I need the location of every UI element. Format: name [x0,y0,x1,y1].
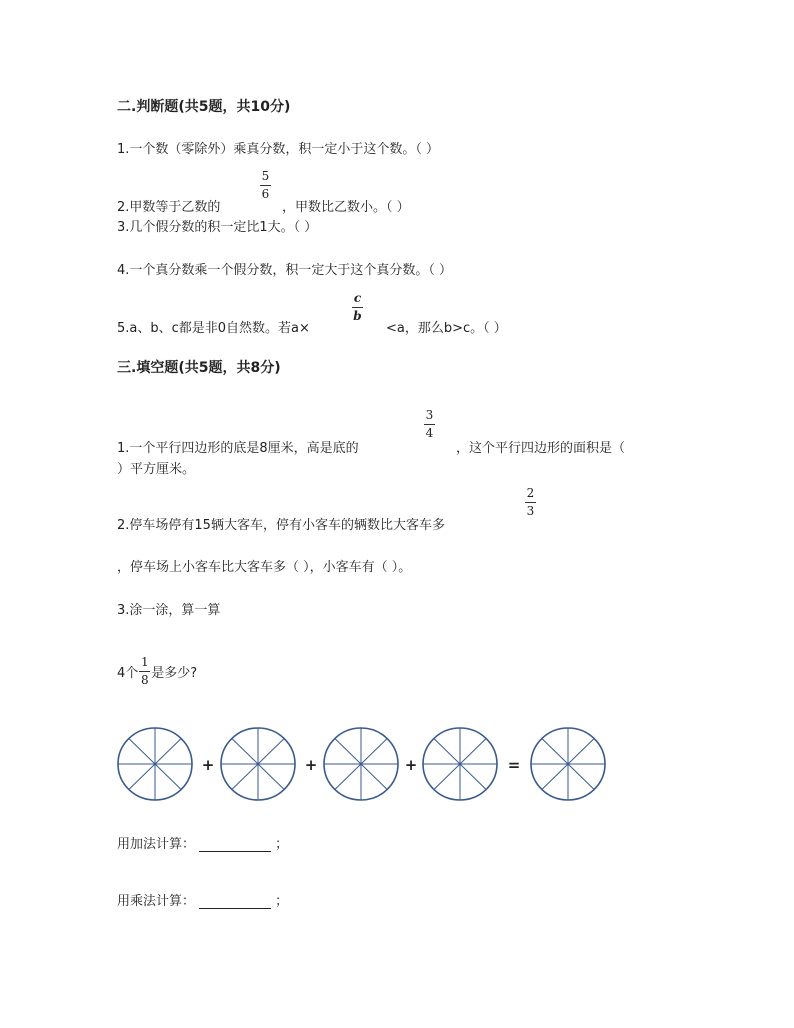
fill-q2-text-line2: ，停车场上小客车比大客车多（ ），小客车有（ ）。 [117,560,412,575]
section2-title: 二.判断题(共5题，共10分) [117,99,291,115]
mul-calc-row [117,890,288,909]
fill-q3-title: 3.涂一涂，算一算 [117,603,221,618]
fraction-circle-3 [324,728,398,800]
fraction-denominator: 6 [261,187,270,201]
fraction-circle-4 [423,728,497,800]
judge-q5-text-post: <a，那么b>c。（ ） [386,321,507,336]
equals-sign: = [507,756,521,774]
mul-calc-label: 用乘法计算： [117,894,196,909]
section3-title: 三.填空题(共5题，共8分) [117,360,281,376]
add-calc-label: 用加法计算： [117,837,196,852]
fraction-denominator: b [353,309,362,323]
judge-q3: 3.几个假分数的积一定比1大。（ ） [117,220,318,235]
fraction-denominator: 4 [425,426,434,440]
fraction-numerator: c [353,291,362,305]
fraction-denominator: 3 [526,504,535,518]
fraction-numerator: 1 [140,655,149,669]
fill-q3-prompt-pre: 4个 [117,666,139,681]
fraction-numerator: 2 [526,486,535,500]
fraction-circle-1 [118,728,192,800]
plus-sign: + [304,756,318,774]
fraction-circle-2 [221,728,295,800]
fill-q1-text-post: ，这个平行四边形的面积是（ [456,441,626,456]
fill-q3-prompt-post: 是多少? [151,666,198,681]
judge-q5-text-pre: 5.a、b、c都是非0自然数。若a× [117,321,310,336]
mul-answer-blank[interactable] [199,894,271,909]
fraction-denominator: 8 [140,673,149,687]
judge-q2-text-pre: 2.甲数等于乙数的 [117,200,221,215]
fraction-circle-5 [531,728,605,800]
add-calc-row [117,833,288,852]
fraction-numerator: 3 [425,408,434,422]
judge-q4: 4.一个真分数乘一个假分数，积一定大于这个真分数。（ ） [117,263,453,278]
mul-calc-end: ； [275,894,289,909]
add-calc-end: ； [275,837,289,852]
judge-q1: 1.一个数（零除外）乘真分数，积一定小于这个数。（ ） [117,142,440,157]
add-answer-blank[interactable] [199,837,271,852]
plus-sign: + [201,756,215,774]
plus-sign: + [404,756,418,774]
fill-q1-text-line2: ）平方厘米。 [117,462,196,477]
judge-q2-text-post: ，甲数比乙数小。（ ） [282,200,410,215]
fraction-numerator: 5 [261,169,270,183]
fill-q1-text-pre: 1.一个平行四边形的底是8厘米，高是底的 [117,441,359,456]
fill-q2-text-pre: 2.停车场停有15辆大客车，停有小客车的辆数比大客车多 [117,518,445,533]
